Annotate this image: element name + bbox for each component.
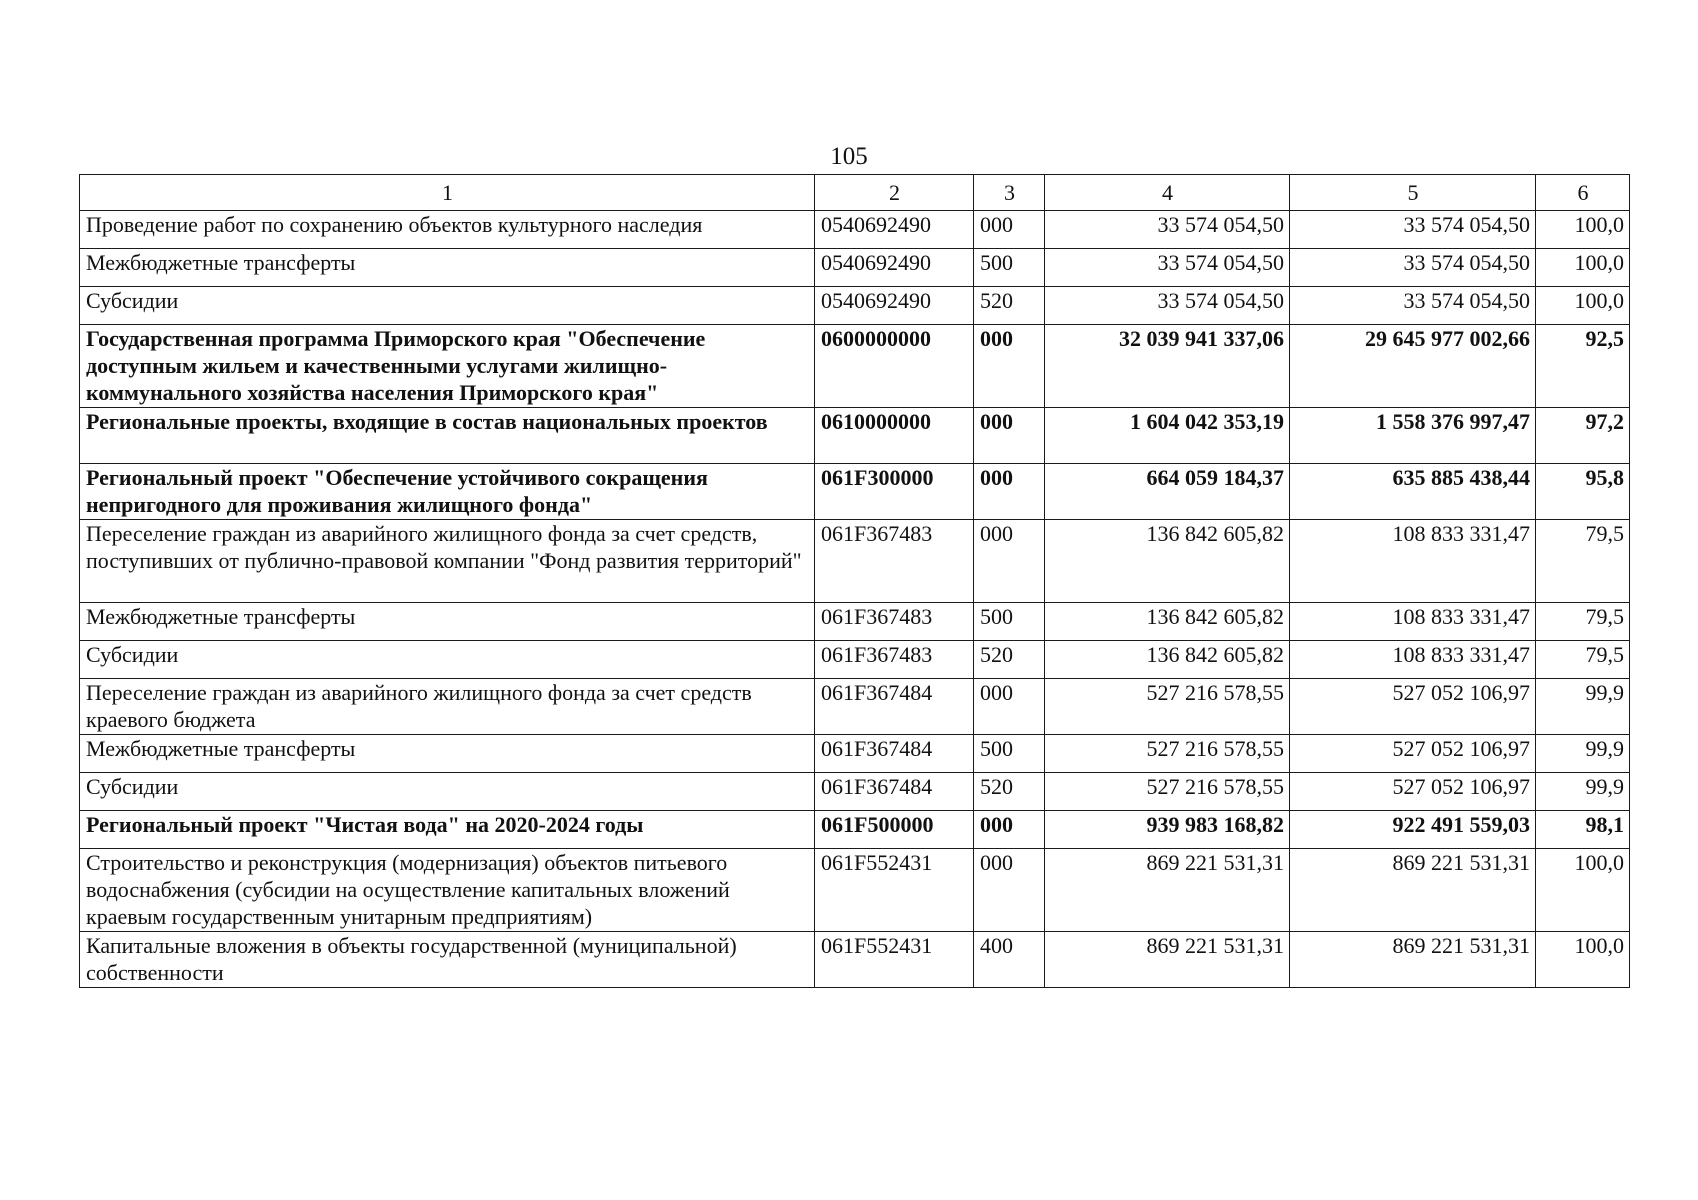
- page-number: 105: [830, 143, 868, 170]
- cell-percent: 79,5: [1536, 603, 1630, 641]
- header-col-3: 3: [974, 175, 1045, 211]
- cell-fact: 29 645 977 002,66: [1290, 325, 1536, 408]
- cell-expense-type: 500: [974, 603, 1045, 641]
- cell-percent: 100,0: [1536, 849, 1630, 932]
- cell-name: Переселение граждан из аварийного жилищного фонда за счет средств, поступивших от публично-правовой компании "Фонд развития территорий": [80, 520, 815, 603]
- cell-fact: 635 885 438,44: [1290, 464, 1536, 520]
- cell-plan: 33 574 054,50: [1045, 211, 1290, 249]
- table-row: [80, 325, 1630, 408]
- cell-plan: 33 574 054,50: [1045, 249, 1290, 287]
- table-header: [80, 175, 1630, 211]
- cell-plan: 33 574 054,50: [1045, 287, 1290, 325]
- cell-code: 0610000000: [815, 408, 974, 464]
- cell-name: Межбюджетные трансферты: [80, 603, 815, 641]
- cell-expense-type: 400: [974, 932, 1045, 988]
- cell-name: Государственная программа Приморского края "Обеспечение доступным жильем и качественными услугами жилищно-коммунального хозяйства населения Приморского края": [80, 325, 815, 408]
- cell-expense-type: 520: [974, 641, 1045, 679]
- cell-percent: 95,8: [1536, 464, 1630, 520]
- cell-plan: 1 604 042 353,19: [1045, 408, 1290, 464]
- table-row: [80, 603, 1630, 641]
- cell-plan: 527 216 578,55: [1045, 773, 1290, 811]
- cell-plan: 32 039 941 337,06: [1045, 325, 1290, 408]
- cell-code: 061F552431: [815, 849, 974, 932]
- cell-expense-type: 000: [974, 211, 1045, 249]
- cell-fact: 108 833 331,47: [1290, 641, 1536, 679]
- table-row: [80, 464, 1630, 520]
- cell-plan: 939 983 168,82: [1045, 811, 1290, 849]
- header-col-2: 2: [815, 175, 974, 211]
- cell-percent: 98,1: [1536, 811, 1630, 849]
- cell-name: Региональный проект "Обеспечение устойчивого сокращения непригодного для проживания жилищного фонда": [80, 464, 815, 520]
- cell-fact: 869 221 531,31: [1290, 932, 1536, 988]
- cell-code: 061F367483: [815, 520, 974, 603]
- cell-code: 061F367484: [815, 773, 974, 811]
- cell-name: Межбюджетные трансферты: [80, 249, 815, 287]
- cell-percent: 99,9: [1536, 679, 1630, 735]
- table-row: [80, 849, 1630, 932]
- table-row: [80, 773, 1630, 811]
- cell-code: 061F500000: [815, 811, 974, 849]
- cell-expense-type: 000: [974, 408, 1045, 464]
- cell-percent: 97,2: [1536, 408, 1630, 464]
- header-col-1: 1: [80, 175, 815, 211]
- cell-fact: 33 574 054,50: [1290, 287, 1536, 325]
- cell-name: Субсидии: [80, 641, 815, 679]
- cell-fact: 527 052 106,97: [1290, 773, 1536, 811]
- cell-name: Капитальные вложения в объекты государственной (муниципальной) собственности: [80, 932, 815, 988]
- table-body: [80, 211, 1630, 988]
- cell-code: 0540692490: [815, 287, 974, 325]
- cell-expense-type: 000: [974, 679, 1045, 735]
- table-row: [80, 249, 1630, 287]
- cell-fact: 33 574 054,50: [1290, 249, 1536, 287]
- cell-percent: 79,5: [1536, 641, 1630, 679]
- table-row: [80, 211, 1630, 249]
- cell-fact: 1 558 376 997,47: [1290, 408, 1536, 464]
- cell-percent: 79,5: [1536, 520, 1630, 603]
- header-col-4: 4: [1045, 175, 1290, 211]
- table-row: [80, 287, 1630, 325]
- cell-percent: 100,0: [1536, 932, 1630, 988]
- cell-code: 061F367484: [815, 735, 974, 773]
- cell-code: 061F552431: [815, 932, 974, 988]
- cell-percent: 92,5: [1536, 325, 1630, 408]
- budget-table: [79, 174, 1630, 988]
- cell-plan: 136 842 605,82: [1045, 603, 1290, 641]
- cell-fact: 527 052 106,97: [1290, 735, 1536, 773]
- cell-plan: 136 842 605,82: [1045, 641, 1290, 679]
- table-row: [80, 932, 1630, 988]
- cell-name: Переселение граждан из аварийного жилищного фонда за счет средств краевого бюджета: [80, 679, 815, 735]
- table-row: [80, 641, 1630, 679]
- header-col-5: 5: [1290, 175, 1536, 211]
- cell-plan: 869 221 531,31: [1045, 849, 1290, 932]
- cell-expense-type: 000: [974, 464, 1045, 520]
- cell-fact: 527 052 106,97: [1290, 679, 1536, 735]
- cell-expense-type: 000: [974, 520, 1045, 603]
- cell-fact: 922 491 559,03: [1290, 811, 1536, 849]
- cell-name: Субсидии: [80, 287, 815, 325]
- table-row: [80, 735, 1630, 773]
- cell-expense-type: 520: [974, 287, 1045, 325]
- cell-expense-type: 520: [974, 773, 1045, 811]
- cell-plan: 664 059 184,37: [1045, 464, 1290, 520]
- cell-percent: 99,9: [1536, 735, 1630, 773]
- cell-code: 061F367484: [815, 679, 974, 735]
- cell-expense-type: 500: [974, 735, 1045, 773]
- cell-expense-type: 500: [974, 249, 1045, 287]
- cell-fact: 108 833 331,47: [1290, 520, 1536, 603]
- cell-name: Субсидии: [80, 773, 815, 811]
- cell-name: Строительство и реконструкция (модернизация) объектов питьевого водоснабжения (субсидии на осуществление капитальных вложений краевым государственным унитарным предприятиям): [80, 849, 815, 932]
- cell-plan: 527 216 578,55: [1045, 735, 1290, 773]
- cell-percent: 100,0: [1536, 249, 1630, 287]
- cell-plan: 869 221 531,31: [1045, 932, 1290, 988]
- table-row: [80, 811, 1630, 849]
- cell-fact: 869 221 531,31: [1290, 849, 1536, 932]
- table-row: [80, 679, 1630, 735]
- header-row: [80, 175, 1630, 211]
- cell-percent: 100,0: [1536, 211, 1630, 249]
- cell-name: Региональные проекты, входящие в состав национальных проектов: [80, 408, 815, 464]
- cell-fact: 33 574 054,50: [1290, 211, 1536, 249]
- cell-percent: 100,0: [1536, 287, 1630, 325]
- cell-percent: 99,9: [1536, 773, 1630, 811]
- header-col-6: 6: [1536, 175, 1630, 211]
- cell-code: 061F300000: [815, 464, 974, 520]
- cell-expense-type: 000: [974, 849, 1045, 932]
- cell-name: Региональный проект "Чистая вода" на 2020-2024 годы: [80, 811, 815, 849]
- table-row: [80, 520, 1630, 603]
- table-row: [80, 408, 1630, 464]
- cell-code: 0540692490: [815, 249, 974, 287]
- cell-fact: 108 833 331,47: [1290, 603, 1536, 641]
- cell-name: Проведение работ по сохранению объектов культурного наследия: [80, 211, 815, 249]
- cell-code: 0540692490: [815, 211, 974, 249]
- cell-expense-type: 000: [974, 325, 1045, 408]
- cell-code: 061F367483: [815, 641, 974, 679]
- cell-plan: 136 842 605,82: [1045, 520, 1290, 603]
- cell-code: 061F367483: [815, 603, 974, 641]
- cell-code: 0600000000: [815, 325, 974, 408]
- cell-plan: 527 216 578,55: [1045, 679, 1290, 735]
- cell-name: Межбюджетные трансферты: [80, 735, 815, 773]
- cell-expense-type: 000: [974, 811, 1045, 849]
